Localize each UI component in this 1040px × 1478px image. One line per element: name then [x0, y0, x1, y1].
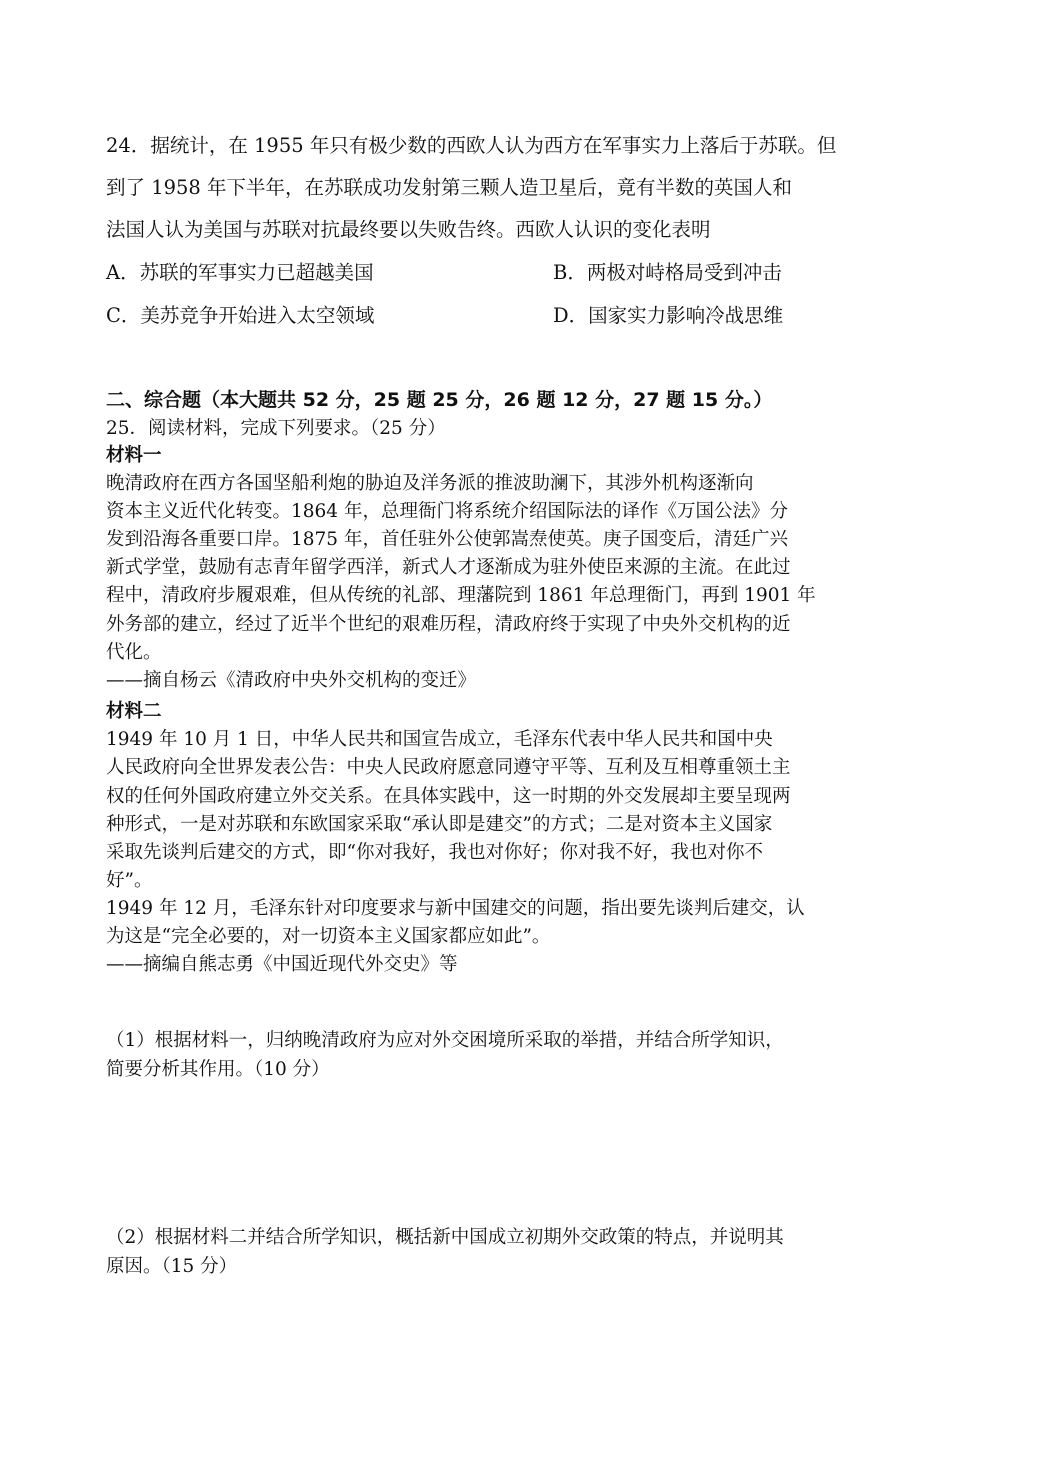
material-2-line-7: 1949 年 12 月，毛泽东针对印度要求与新中国建交的问题，指出要先谈判后建交，认 [106, 898, 805, 919]
sub-question-1-line-1: （1）根据材料一，归纳晚清政府为应对外交困境所采取的举措，并结合所学知识， [106, 1030, 784, 1051]
sub-question-1-line-2: 简要分析其作用。（10 分） [106, 1059, 330, 1080]
material-2-source: ——摘编自熊志勇《中国近现代外交史》等 [106, 954, 458, 975]
material-2-line-1: 1949 年 10 月 1 日，中华人民共和国宣告成立，毛泽东代表中华人民共和国中央 [106, 729, 773, 750]
q24-line-2: 到了 1958 年下半年，在苏联成功发射第三颗人造卫星后，竟有半数的英国人和 [106, 176, 793, 199]
section-2-heading: 二、综合题（本大题共 52 分，25 题 25 分，26 题 12 分，27 题 15 分。） [106, 389, 773, 411]
material-2-line-6: 好”。 [106, 870, 153, 891]
q24-option-d: D．国家实力影响冷战思维 [553, 304, 784, 327]
material-1-line-5: 程中，清政府步履艰难，但从传统的礼部、理藩院到 1861 年总理衙门，再到 1901 年 [106, 585, 816, 606]
material-2-label: 材料二 [106, 701, 162, 722]
sub-question-2-line-1: （2）根据材料二并结合所学知识，概括新中国成立初期外交政策的特点，并说明其 [106, 1227, 784, 1248]
sub-question-2-line-2: 原因。（15 分） [106, 1256, 238, 1277]
q24-option-b: B．两极对峙格局受到冲击 [553, 261, 782, 284]
material-2-line-5: 采取先谈判后建交的方式，即“你对我好，我也对你好；你对我不好，我也对你不 [106, 842, 763, 863]
material-2-line-3: 权的任何外国政府建立外交关系。在具体实践中，这一时期的外交发展却主要呈现两 [106, 786, 791, 807]
q24-line-3: 法国人认为美国与苏联对抗最终要以失败告终。西欧人认识的变化表明 [106, 218, 711, 241]
material-1-source: ——摘自杨云《清政府中央外交机构的变迁》 [106, 670, 477, 691]
material-2-line-2: 人民政府向全世界发表公告：中央人民政府愿意同遵守平等、互利及互相尊重领土主 [106, 757, 791, 778]
material-1-line-7: 代化。 [106, 642, 162, 663]
material-2-line-8: 为这是“完全必要的，对一切资本主义国家都应如此”。 [106, 926, 551, 947]
material-2-line-4: 种形式，一是对苏联和东欧国家采取“承认即是建交”的方式；二是对资本主义国家 [106, 814, 773, 835]
q24-line-1: 24．据统计，在 1955 年只有极少数的西欧人认为西方在军事实力上落后于苏联。但 [106, 134, 837, 157]
material-1-line-2: 资本主义近代化转变。1864 年，总理衙门将系统介绍国际法的译作《万国公法》分 [106, 501, 788, 522]
q24-option-c: C．美苏竞争开始进入太空领域 [106, 304, 375, 327]
q24-option-a: A．苏联的军事实力已超越美国 [106, 261, 374, 284]
material-1-label: 材料一 [106, 445, 162, 466]
material-1-line-4: 新式学堂，鼓励有志青年留学西洋，新式人才逐渐成为驻外使臣来源的主流。在此过 [106, 557, 791, 578]
material-1-line-3: 发到沿海各重要口岸。1875 年，首任驻外公使郭嵩焘使英。庚子国变后，清廷广兴 [106, 529, 788, 550]
material-1-line-6: 外务部的建立，经过了近半个世纪的艰难历程，清政府终于实现了中央外交机构的近 [106, 614, 791, 635]
material-1-line-1: 晚清政府在西方各国坚船利炮的胁迫及洋务派的推波助澜下，其涉外机构逐渐向 [106, 473, 754, 494]
q25-stem: 25．阅读材料，完成下列要求。（25 分） [106, 418, 446, 439]
